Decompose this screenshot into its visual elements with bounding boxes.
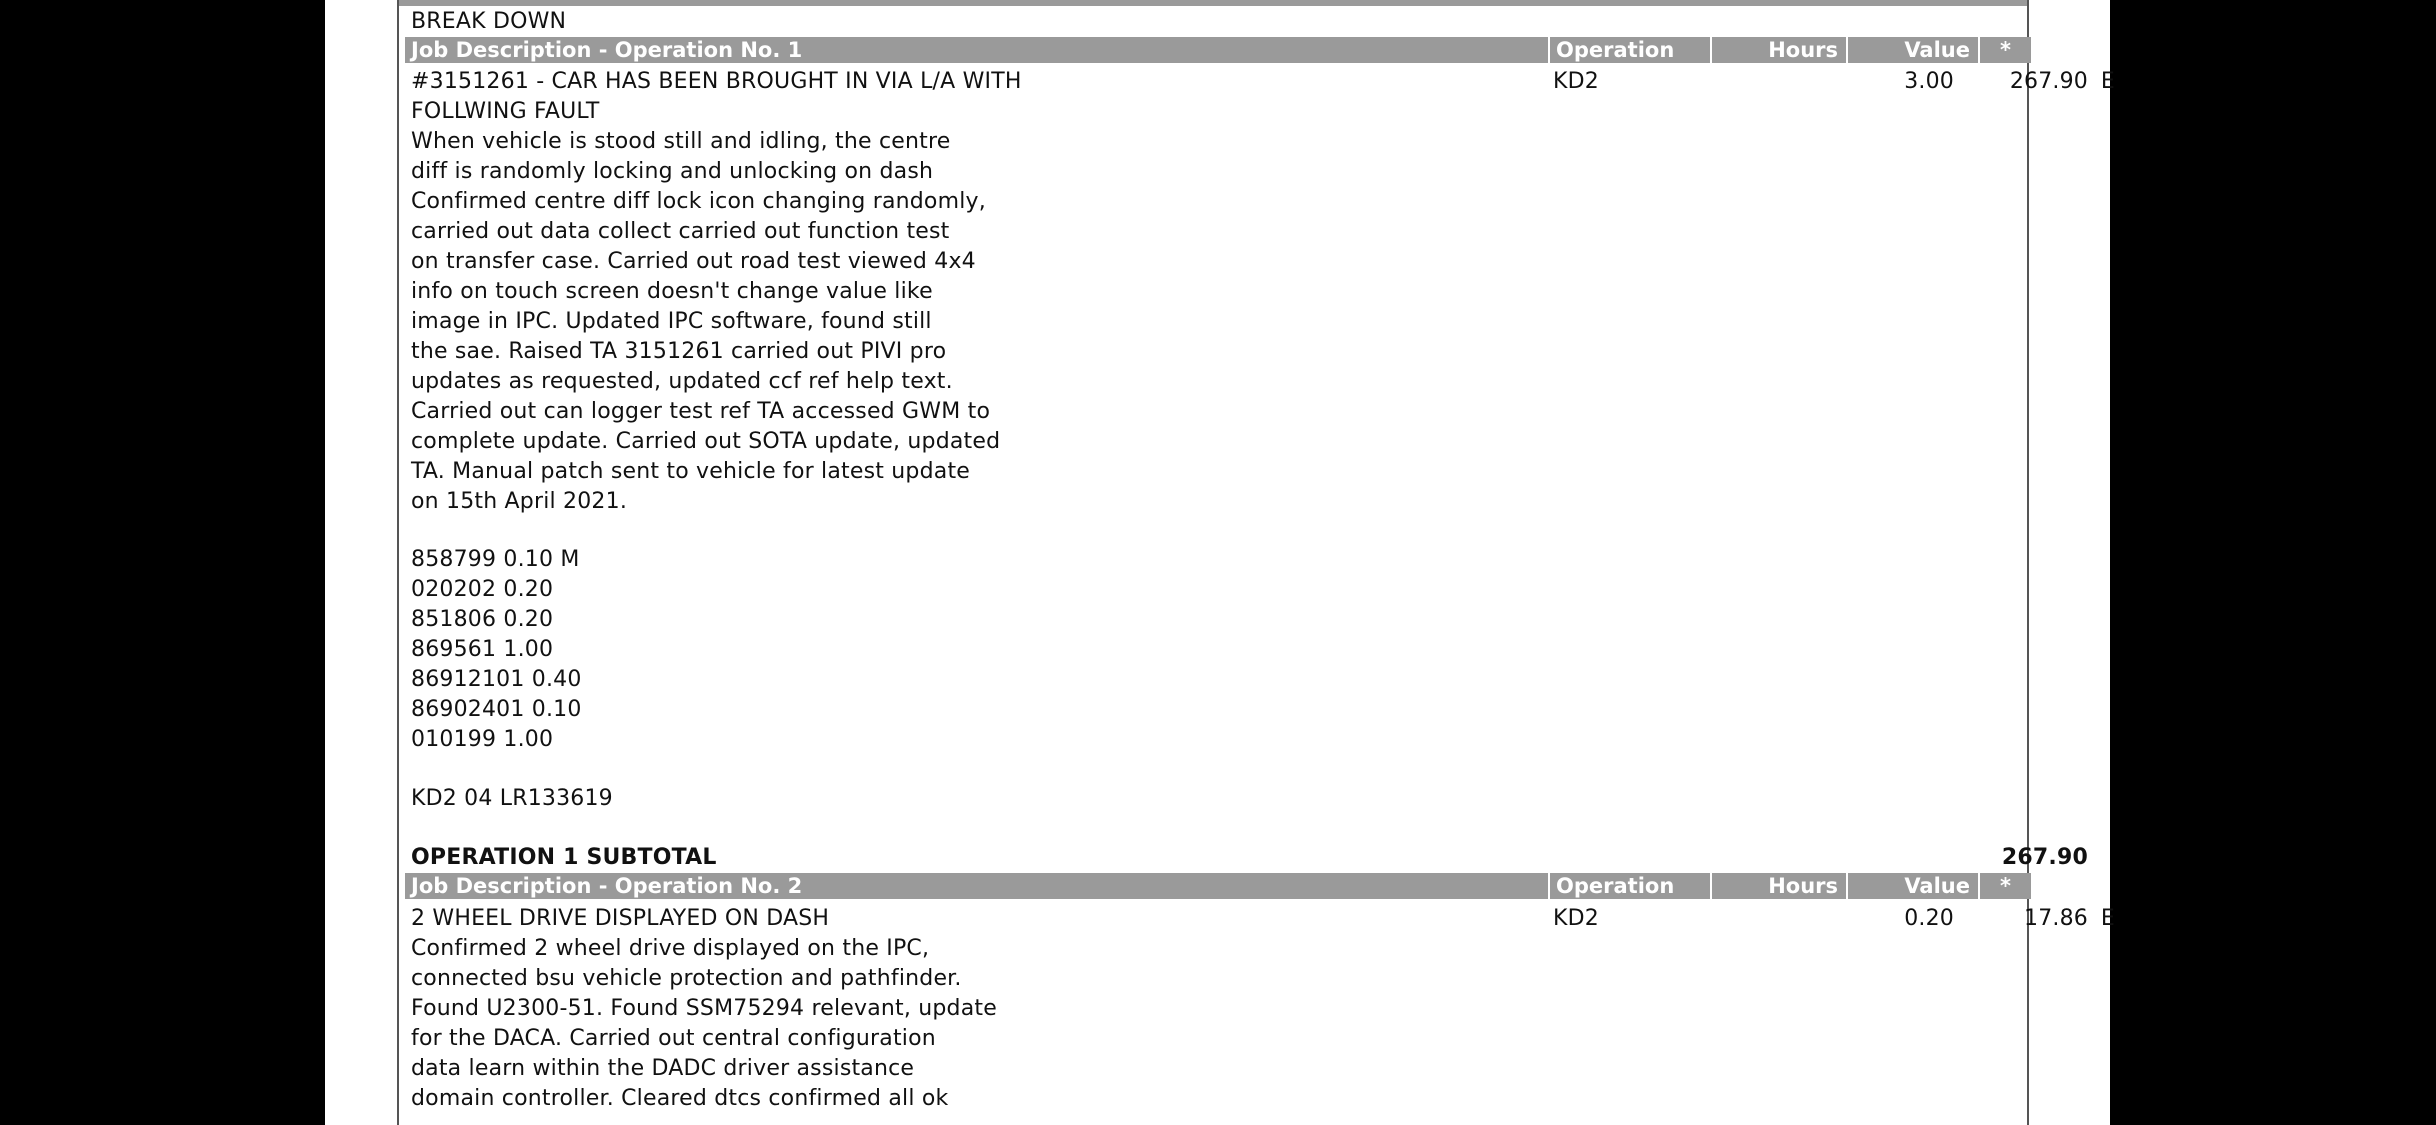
description-line: updates as requested, updated ccf ref help text. xyxy=(411,369,953,394)
description-line: data learn within the DADC driver assistance xyxy=(411,1056,915,1081)
flag-column-header: * xyxy=(1978,37,2031,63)
description-line: for the DACA. Carried out central configuration xyxy=(411,1026,936,1051)
part-code-line: 851806 0.20 xyxy=(411,607,554,632)
description-line: complete update. Carried out SOTA update, updated xyxy=(411,429,1001,454)
op2-hours: 0.20 xyxy=(1904,906,1954,931)
description-line: carried out data collect carried out function test xyxy=(411,219,950,244)
description-line: on transfer case. Carried out road test viewed 4x4 xyxy=(411,249,976,274)
description-line: When vehicle is stood still and idling, the centre xyxy=(411,129,951,154)
value-column-header: Value xyxy=(1846,37,1978,63)
description-line: Confirmed centre diff lock icon changing randomly, xyxy=(411,189,986,214)
description-line: #3151261 - CAR HAS BEEN BROUGHT IN VIA L/A WITH xyxy=(411,69,1022,94)
operation-2-header xyxy=(405,873,2031,899)
operation-1-header xyxy=(405,37,2031,63)
description-line: Confirmed 2 wheel drive displayed on the IPC, xyxy=(411,936,930,961)
job-description-header: Job Description - Operation No. 2 xyxy=(411,874,803,898)
description-line: diff is randomly locking and unlocking on dash xyxy=(411,159,934,184)
description-line: connected bsu vehicle protection and pathfinder. xyxy=(411,966,962,991)
op1-value: 267.90 xyxy=(2009,69,2088,94)
op1-part-codes xyxy=(411,545,582,755)
job-description-header: Job Description - Operation No. 1 xyxy=(411,38,803,62)
op2-flag: E xyxy=(2100,906,2115,931)
description-line: Carried out can logger test ref TA accessed GWM to xyxy=(411,399,991,424)
hours-column-header: Hours xyxy=(1710,873,1846,899)
description-line: info on touch screen doesn't change value like xyxy=(411,279,933,304)
part-code-line: 86912101 0.40 xyxy=(411,667,582,692)
description-line: 2 WHEEL DRIVE DISPLAYED ON DASH xyxy=(411,906,830,931)
op1-hours: 3.00 xyxy=(1904,69,1954,94)
op1-subtotal-label: OPERATION 1 SUBTOTAL xyxy=(411,845,717,870)
op1-description xyxy=(411,67,1022,517)
part-code-line: 869561 1.00 xyxy=(411,637,554,662)
flag-column-header: * xyxy=(1978,873,2031,899)
description-line: TA. Manual patch sent to vehicle for latest update xyxy=(411,459,971,484)
top-divider xyxy=(399,0,2027,6)
op1-reference: KD2 04 LR133619 xyxy=(411,786,613,811)
description-line: on 15th April 2021. xyxy=(411,489,628,514)
part-code-line: 010199 1.00 xyxy=(411,727,554,752)
op1-operation-code: KD2 xyxy=(1553,69,1599,94)
description-line: Found U2300-51. Found SSM75294 relevant, update xyxy=(411,996,997,1021)
op1-flag: E xyxy=(2100,69,2115,94)
op2-value: 17.86 xyxy=(2024,906,2088,931)
section-title: BREAK DOWN xyxy=(411,9,567,34)
description-line: image in IPC. Updated IPC software, found still xyxy=(411,309,932,334)
description-line: FOLLWING FAULT xyxy=(411,99,600,124)
operation-column-header: Operation xyxy=(1548,37,1710,63)
part-code-line: 020202 0.20 xyxy=(411,577,554,602)
value-column-header: Value xyxy=(1846,873,1978,899)
document-page xyxy=(325,0,2115,1125)
operation-column-header: Operation xyxy=(1548,873,1710,899)
op1-subtotal-value: 267.90 xyxy=(2001,845,2088,870)
hours-column-header: Hours xyxy=(1710,37,1846,63)
op2-description xyxy=(411,904,997,1114)
part-code-line: 86902401 0.10 xyxy=(411,697,582,722)
op2-operation-code: KD2 xyxy=(1553,906,1599,931)
part-code-line: 858799 0.10 M xyxy=(411,547,580,572)
description-line: domain controller. Cleared dtcs confirmed all ok xyxy=(411,1086,949,1111)
description-line: the sae. Raised TA 3151261 carried out PIVI pro xyxy=(411,339,947,364)
